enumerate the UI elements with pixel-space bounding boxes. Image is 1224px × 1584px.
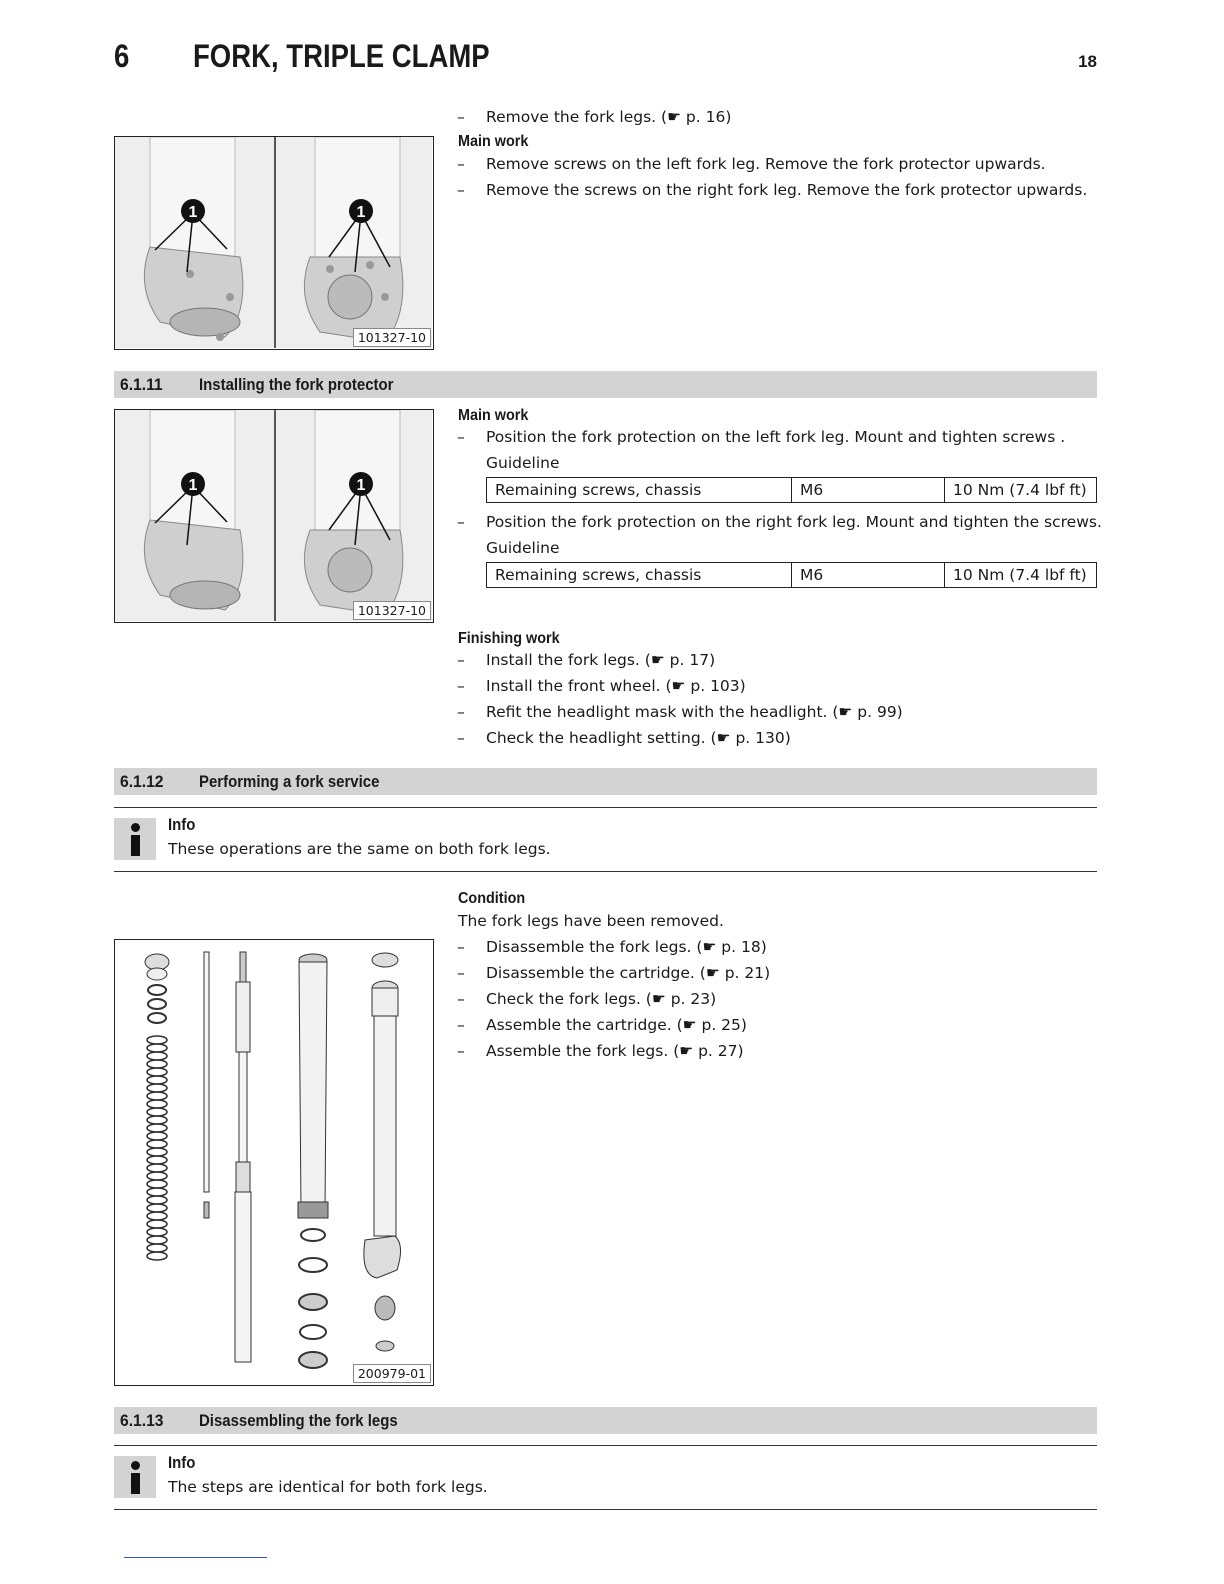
finishing-step: Install the front wheel. (☛ p. 103) [486, 677, 746, 695]
list-dash: – [457, 990, 465, 1008]
fork-exploded-illustration [115, 940, 432, 1384]
info-rule-top [114, 807, 1097, 808]
info-rule-bottom [114, 871, 1097, 872]
section-number: 6.1.11 [120, 375, 163, 394]
footer-link-line [124, 1557, 267, 1558]
spec-item: Remaining screws, chassis [487, 478, 792, 502]
section-heading-6-1-11 [114, 371, 1097, 398]
page-ref-icon: ☛ [679, 1042, 694, 1060]
step-position-left: Position the fork protection on the left fork leg. Mount and tighten screws . [486, 428, 1066, 446]
step-position-right: Position the fork protection on the right fork leg. Mount and tighten the screws. [486, 513, 1102, 531]
page-ref-icon: ☛ [716, 729, 731, 747]
page-ref[interactable]: p. 16) [685, 108, 732, 126]
page-ref-icon: ☛ [705, 964, 720, 982]
page-ref-icon: ☛ [651, 990, 666, 1008]
info-icon [114, 1456, 156, 1498]
page-ref[interactable]: p. 18) [721, 938, 767, 956]
main-work-label: Main work [458, 133, 529, 150]
list-dash: – [457, 428, 465, 446]
page-ref-icon: ☛ [671, 677, 686, 695]
service-step: Disassemble the fork legs. (☛ p. 18) [486, 938, 767, 956]
spec-item: Remaining screws, chassis [487, 563, 792, 587]
chapter-number: 6 [114, 38, 130, 74]
finishing-step: Refit the headlight mask with the headlight. (☛ p. 99) [486, 703, 903, 721]
service-step: Assemble the cartridge. (☛ p. 25) [486, 1016, 747, 1034]
list-dash: – [457, 1016, 465, 1034]
step-remove-right: Remove the screws on the right fork leg. Remove the fork protector upwards. [486, 181, 1088, 199]
list-dash: – [457, 729, 465, 747]
page-ref-icon: ☛ [838, 703, 853, 721]
guideline-label: Guideline [486, 454, 560, 472]
step-remove-left: Remove screws on the left fork leg. Remove the fork protector upwards. [486, 155, 1046, 173]
figure-code: 200979-01 [353, 1364, 431, 1383]
list-dash: – [457, 513, 465, 531]
info-title: Info [168, 1453, 196, 1472]
page-ref[interactable]: p. 23) [670, 990, 717, 1008]
figure-code: 101327-10 [353, 328, 431, 347]
condition-text: The fork legs have been removed. [458, 912, 724, 930]
condition-label: Condition [458, 890, 526, 907]
list-dash: – [457, 703, 465, 721]
page-ref[interactable]: p. 103) [690, 677, 746, 695]
guideline-label: Guideline [486, 539, 560, 557]
section-number: 6.1.13 [120, 1411, 164, 1430]
section-number: 6.1.12 [120, 772, 164, 791]
info-rule-bottom [114, 1509, 1097, 1510]
fork-protector-install-illustration [115, 410, 432, 621]
chapter-title: FORK, TRIPLE CLAMP [193, 38, 490, 74]
info-text: The steps are identical for both fork legs. [168, 1478, 488, 1496]
fork-protector-install-figure [114, 409, 434, 623]
finishing-work-label: Finishing work [458, 630, 560, 647]
list-dash: – [457, 155, 465, 173]
service-step: Check the fork legs. (☛ p. 23) [486, 990, 717, 1008]
spec-size: M6 [792, 563, 945, 587]
callout-1-right: 1 [356, 477, 366, 494]
fork-protector-figure [114, 136, 434, 350]
fork-exploded-figure [114, 939, 434, 1386]
page-ref-icon: ☛ [650, 651, 665, 669]
service-step: Disassemble the cartridge. (☛ p. 21) [486, 964, 771, 982]
page-ref[interactable]: p. 99) [857, 703, 903, 721]
section-title: Performing a fork service [199, 772, 380, 791]
list-dash: – [457, 938, 465, 956]
service-step: Assemble the fork legs. (☛ p. 27) [486, 1042, 744, 1060]
pre-step: Remove the fork legs. (☛ p. 16) [486, 108, 732, 126]
page-ref-icon: ☛ [702, 938, 717, 956]
callout-1-right: 1 [356, 204, 366, 221]
finishing-step: Install the fork legs. (☛ p. 17) [486, 651, 716, 669]
page-ref[interactable]: p. 21) [724, 964, 771, 982]
page-ref[interactable]: p. 130) [735, 729, 791, 747]
section-title: Disassembling the fork legs [199, 1411, 398, 1430]
page-ref[interactable]: p. 17) [669, 651, 716, 669]
list-dash: – [457, 108, 465, 126]
fork-protector-illustration [115, 137, 432, 348]
spec-torque: 10 Nm (7.4 lbf ft) [953, 566, 1087, 584]
list-dash: – [457, 181, 465, 199]
spec-torque: 10 Nm (7.4 lbf ft) [953, 481, 1087, 499]
page-ref[interactable]: p. 25) [701, 1016, 747, 1034]
list-dash: – [457, 1042, 465, 1060]
info-text: These operations are the same on both fork legs. [168, 840, 551, 858]
info-icon [114, 818, 156, 860]
page-ref[interactable]: p. 27) [698, 1042, 744, 1060]
section-heading-6-1-13 [114, 1407, 1097, 1434]
callout-1-left: 1 [188, 204, 198, 221]
main-work-label: Main work [458, 407, 529, 424]
torque-spec-table [486, 562, 1097, 588]
page-number: 18 [1078, 52, 1097, 71]
list-dash: – [457, 677, 465, 695]
callout-1-left: 1 [188, 477, 198, 494]
spec-size: M6 [792, 478, 945, 502]
info-title: Info [168, 815, 196, 834]
torque-spec-table [486, 477, 1097, 503]
section-heading-6-1-12 [114, 768, 1097, 795]
page-ref-icon: ☛ [667, 108, 681, 126]
finishing-step: Check the headlight setting. (☛ p. 130) [486, 729, 791, 747]
list-dash: – [457, 651, 465, 669]
page-ref-icon: ☛ [682, 1016, 697, 1034]
section-title: Installing the fork protector [199, 375, 394, 394]
info-rule-top [114, 1445, 1097, 1446]
figure-code: 101327-10 [353, 601, 431, 620]
list-dash: – [457, 964, 465, 982]
